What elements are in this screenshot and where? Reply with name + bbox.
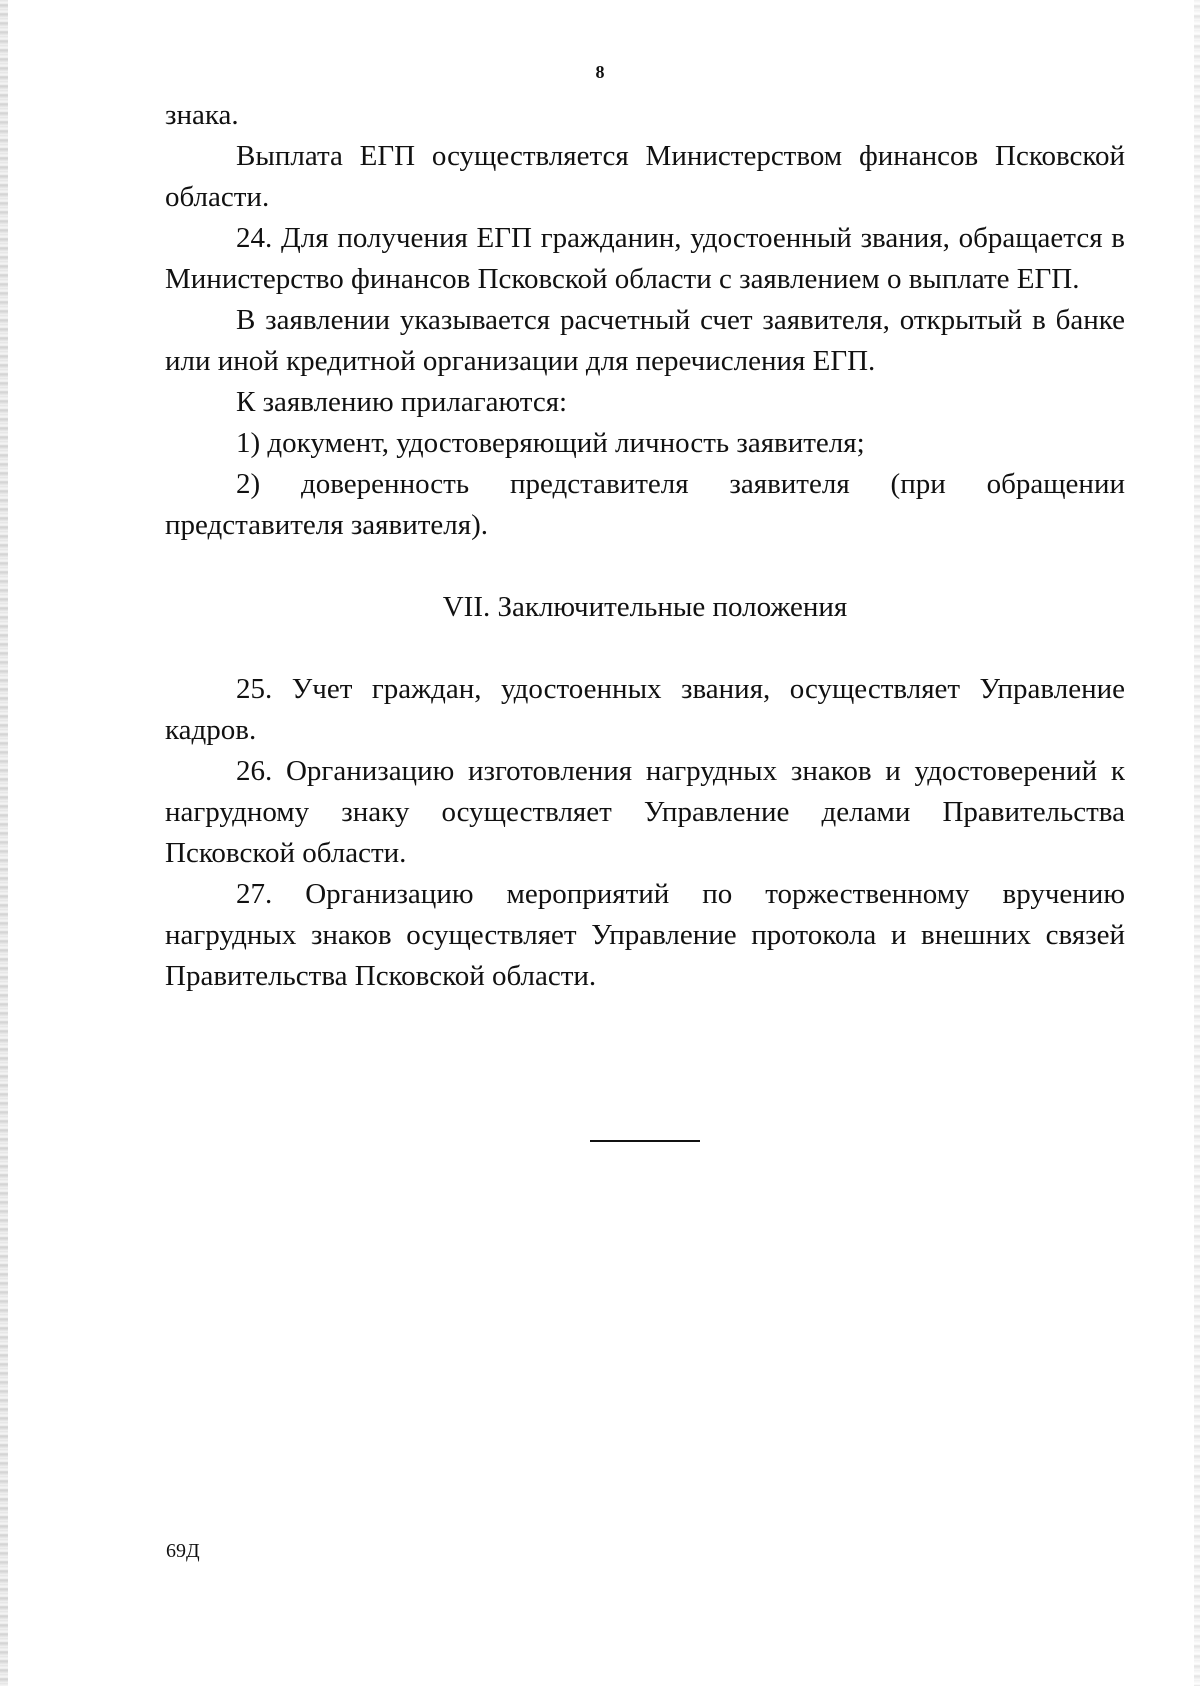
end-of-document-rule [590,1140,700,1142]
paragraph-attachments: К заявлению прилагаются: [236,386,568,418]
paragraph-continuation: знака. [165,99,239,131]
scan-edge-left [0,0,8,1686]
page-number: 8 [595,62,605,82]
paragraph-24: 24. Для получения ЕГП гражданин, удостоенный звания, обращается в Министерство финансов Псковской области с заявлением о выплате ЕГП. [165,222,1125,295]
footer-code: 69Д [166,1540,200,1562]
scan-edge-right [1194,0,1200,1686]
paragraph-27: 27. Организацию мероприятий по торжественному вручению нагрудных знаков осуществляет Управление протокола и внешних связей Правительства Псковской области. [165,878,1125,992]
paragraph-payment: Выплата ЕГП осуществляется Министерством финансов Псковской области. [165,140,1125,213]
document-body [165,95,1125,997]
paragraph-account: В заявлении указывается расчетный счет заявителя, открытый в банке или иной кредитной организации для перечисления ЕГП. [165,304,1125,377]
list-item-1: 1) документ, удостоверяющий личность заявителя; [236,427,865,459]
section-heading: VII. Заключительные положения [442,591,848,623]
paragraph-25: 25. Учет граждан, удостоенных звания, осуществляет Управление кадров. [165,673,1125,746]
list-item-2: 2) доверенность представителя заявителя (при обращении представителя заявителя). [165,468,1125,541]
paragraph-26: 26. Организацию изготовления нагрудных знаков и удостоверений к нагрудному знаку осуществляет Управление делами Правительства Псковской области. [165,755,1125,869]
